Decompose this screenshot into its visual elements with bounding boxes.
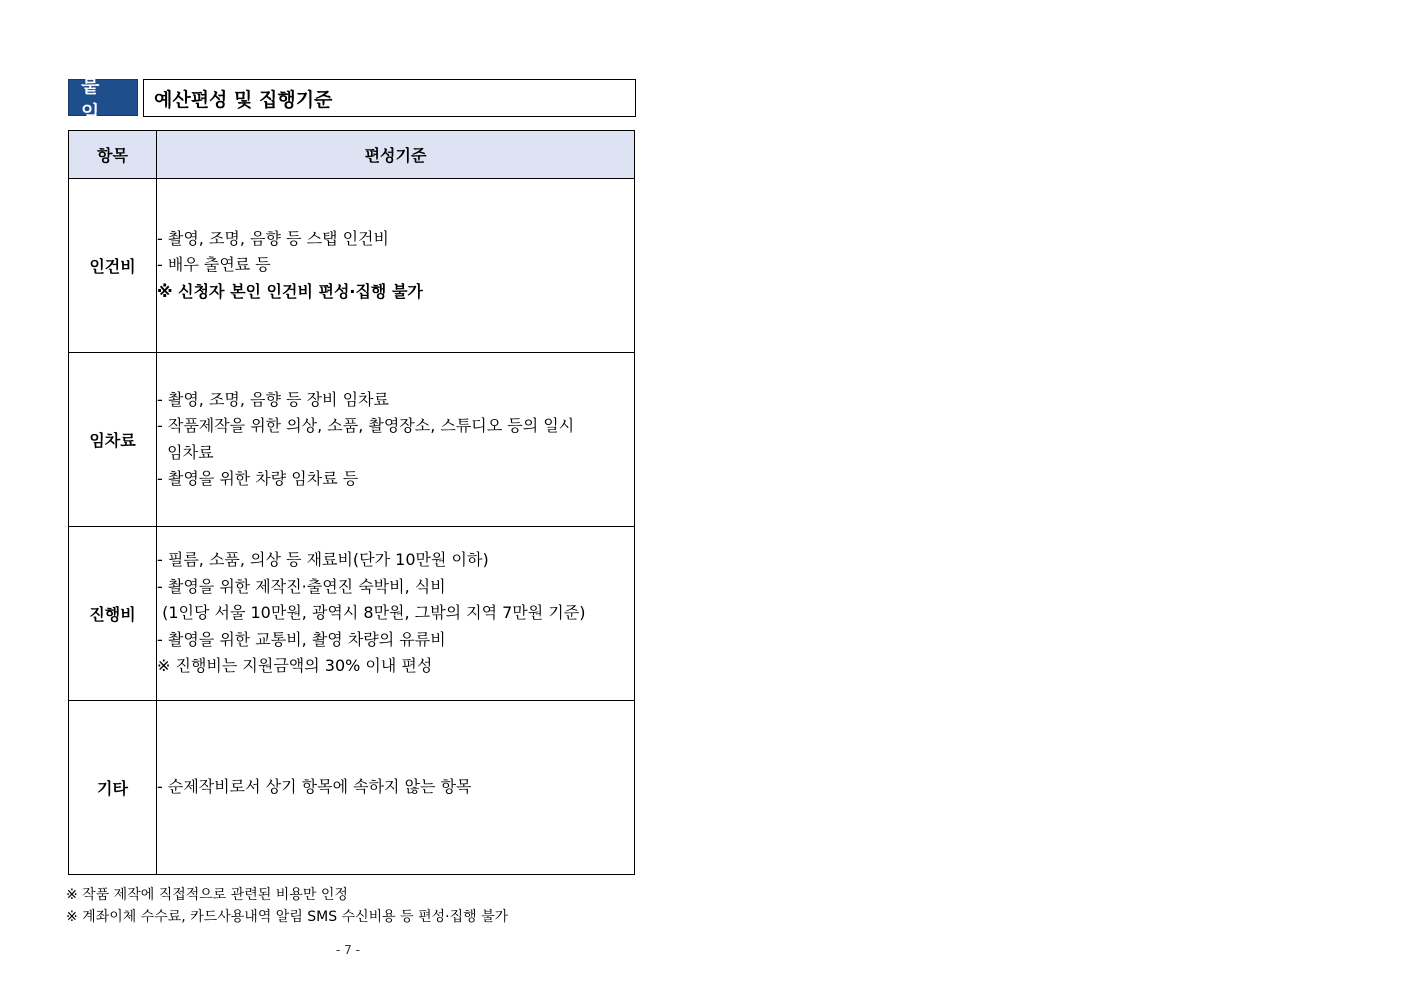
- table-row: [69, 353, 635, 527]
- criteria-line: - 순제작비로서 상기 항목에 속하지 않는 항목: [157, 777, 472, 797]
- footnote: ※ 작품 제작에 직접적으로 관련된 비용만 인정: [66, 887, 348, 903]
- criteria-cell: [157, 527, 635, 701]
- table-row: [69, 701, 635, 875]
- criteria-line: - 촬영, 조명, 음향 등 스탭 인건비: [157, 228, 389, 248]
- category-cell: 진행비: [69, 527, 157, 701]
- column-header-item: 항목: [69, 131, 157, 179]
- category-cell: 기타: [69, 701, 157, 875]
- page-number: - 7 -: [336, 943, 360, 957]
- criteria-line: - 촬영을 위한 제작진·출연진 숙박비, 식비: [157, 576, 446, 596]
- criteria-cell: [157, 701, 635, 875]
- document-title: 예산편성 및 집행기준: [143, 79, 636, 117]
- table-row: [69, 179, 635, 353]
- table-row: [69, 527, 635, 701]
- criteria-line: - 촬영, 조명, 음향 등 장비 임차료: [157, 389, 389, 409]
- criteria-cell: [157, 179, 635, 353]
- criteria-line: 임차료: [157, 442, 214, 462]
- criteria-line: - 필름, 소품, 의상 등 재료비(단가 10만원 이하): [157, 550, 489, 570]
- table-header-row: [69, 131, 635, 179]
- criteria-cell: [157, 353, 635, 527]
- criteria-note: ※ 신청자 본인 인건비 편성·집행 불가: [157, 281, 423, 301]
- criteria-line: - 촬영을 위한 교통비, 촬영 차량의 유류비: [157, 629, 446, 649]
- criteria-line: - 작품제작을 위한 의상, 소품, 촬영장소, 스튜디오 등의 일시: [157, 416, 575, 435]
- column-header-criteria: 편성기준: [157, 131, 635, 179]
- category-cell: 인건비: [69, 179, 157, 353]
- criteria-note: ※ 진행비는 지원금액의 30% 이내 편성: [157, 656, 433, 676]
- criteria-line: - 배우 출연료 등: [157, 255, 271, 275]
- footnote: ※ 계좌이체 수수료, 카드사용내역 알림 SMS 수신비용 등 편성·집행 불가: [66, 909, 509, 925]
- footnotes: [66, 884, 508, 928]
- criteria-line: (1인당 서울 10만원, 광역시 8만원, 그밖의 지역 7만원 기준): [157, 603, 586, 623]
- category-cell: 임차료: [69, 353, 157, 527]
- criteria-line: - 촬영을 위한 차량 임차료 등: [157, 469, 359, 488]
- attachment-badge: 붙 임: [68, 79, 138, 116]
- budget-criteria-table: [68, 130, 635, 875]
